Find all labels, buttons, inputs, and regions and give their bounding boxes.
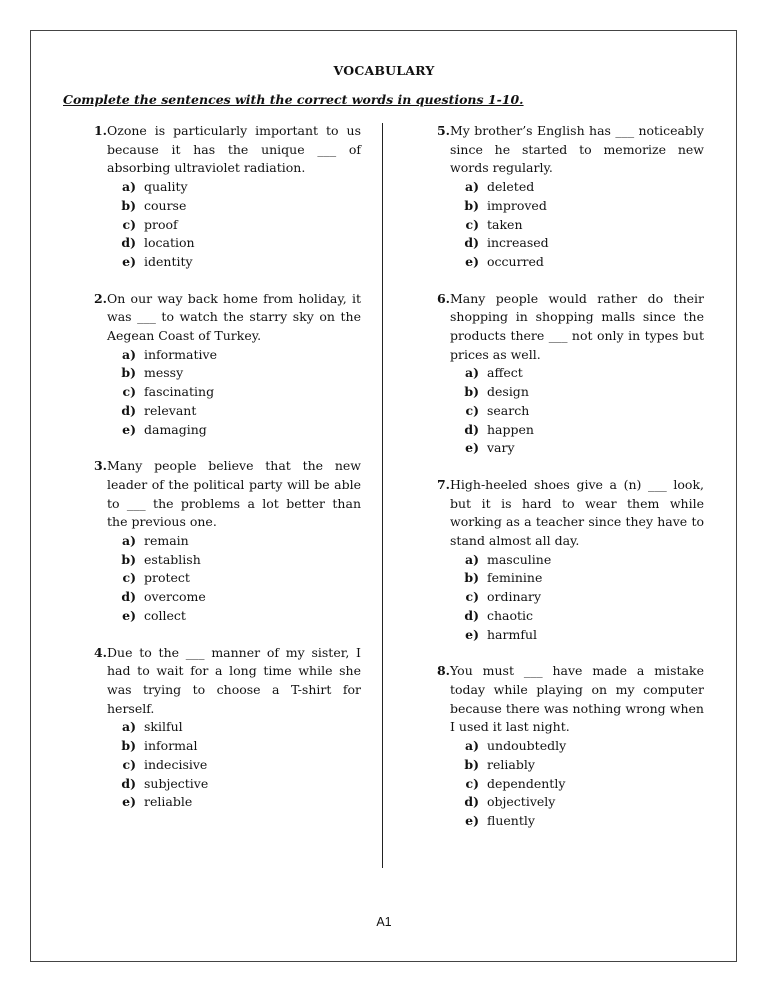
option-text: overcome bbox=[144, 589, 206, 605]
question-number: 2. bbox=[93, 290, 107, 306]
option-text: subjective bbox=[144, 775, 209, 791]
question-text: Due to the ___ manner of my sister, I had to wait for a long time while she was trying to choose a T-shirt for herself. bbox=[107, 644, 361, 716]
option-e[interactable] bbox=[424, 812, 704, 831]
option-letter: b) bbox=[121, 551, 136, 567]
question-3 bbox=[81, 457, 361, 625]
question-number: 7. bbox=[436, 476, 450, 492]
option-a[interactable] bbox=[81, 346, 361, 365]
option-letter: d) bbox=[464, 421, 479, 437]
option-e[interactable] bbox=[81, 253, 361, 272]
options-list bbox=[81, 346, 361, 440]
option-letter: a) bbox=[464, 551, 479, 567]
option-c[interactable] bbox=[81, 756, 361, 775]
options-list bbox=[424, 178, 704, 272]
option-text: vary bbox=[487, 440, 515, 456]
option-letter: d) bbox=[464, 794, 479, 810]
question-text: Many people believe that the new leader of the political party will be able to ___ the problems a lot better than the previous one. bbox=[107, 458, 361, 530]
option-letter: d) bbox=[121, 589, 136, 605]
option-b[interactable] bbox=[424, 569, 704, 588]
option-letter: d) bbox=[464, 607, 479, 623]
option-text: happen bbox=[487, 421, 534, 437]
option-c[interactable] bbox=[81, 216, 361, 235]
option-text: quality bbox=[144, 179, 188, 195]
option-a[interactable] bbox=[424, 551, 704, 570]
option-letter: a) bbox=[121, 179, 136, 195]
option-text: proof bbox=[144, 216, 178, 232]
question-text: Ozone is particularly important to us because it has the unique ___ of absorbing ultraviolet radiation. bbox=[107, 123, 361, 176]
option-d[interactable] bbox=[81, 775, 361, 794]
option-text: feminine bbox=[487, 570, 543, 586]
option-text: search bbox=[487, 402, 530, 418]
question-5 bbox=[424, 122, 704, 272]
option-d[interactable] bbox=[81, 588, 361, 607]
option-text: messy bbox=[144, 365, 184, 381]
option-letter: e) bbox=[122, 607, 136, 623]
option-text: identity bbox=[144, 253, 193, 269]
question-text: My brother’s English has ___ noticeably since he started to memorize new words regularly. bbox=[450, 123, 704, 176]
option-letter: c) bbox=[122, 384, 136, 400]
option-text: ordinary bbox=[487, 589, 542, 605]
option-letter: b) bbox=[121, 738, 136, 754]
option-letter: b) bbox=[464, 756, 479, 772]
column-divider bbox=[382, 123, 383, 868]
option-text: deleted bbox=[487, 179, 535, 195]
question-number: 1. bbox=[93, 123, 107, 138]
option-text: chaotic bbox=[487, 607, 534, 623]
option-letter: a) bbox=[464, 365, 479, 381]
option-text: protect bbox=[144, 570, 190, 586]
option-e[interactable] bbox=[81, 607, 361, 626]
option-text: course bbox=[144, 197, 187, 213]
question-8 bbox=[424, 662, 704, 830]
option-letter: b) bbox=[464, 570, 479, 586]
option-b[interactable] bbox=[81, 737, 361, 756]
option-b[interactable] bbox=[424, 756, 704, 775]
question-7 bbox=[424, 476, 704, 644]
option-letter: a) bbox=[121, 719, 136, 735]
option-e[interactable] bbox=[81, 421, 361, 440]
question-6 bbox=[424, 290, 704, 458]
option-letter: c) bbox=[465, 216, 479, 232]
option-b[interactable] bbox=[424, 197, 704, 216]
options-list bbox=[424, 737, 704, 831]
option-text: affect bbox=[487, 365, 523, 381]
option-text: damaging bbox=[144, 421, 207, 437]
option-text: relevant bbox=[144, 402, 197, 418]
question-number: 3. bbox=[93, 458, 107, 474]
question-number: 6. bbox=[436, 290, 450, 306]
question-text: You must ___ have made a mistake today while playing on my computer because there was nothing wrong when I used it last night. bbox=[450, 663, 704, 735]
option-text: improved bbox=[487, 197, 547, 213]
option-a[interactable] bbox=[424, 178, 704, 197]
question-4 bbox=[81, 644, 361, 812]
question-2 bbox=[81, 290, 361, 440]
option-text: increased bbox=[487, 235, 549, 251]
option-e[interactable] bbox=[81, 793, 361, 812]
option-text: fluently bbox=[487, 812, 535, 828]
option-letter: b) bbox=[464, 197, 479, 213]
option-letter: c) bbox=[465, 775, 479, 791]
option-letter: a) bbox=[121, 533, 136, 549]
left-column bbox=[81, 122, 361, 830]
option-d[interactable] bbox=[81, 402, 361, 421]
question-number: 5. bbox=[436, 123, 450, 138]
option-letter: e) bbox=[465, 440, 479, 456]
options-list bbox=[424, 364, 704, 458]
option-text: indecisive bbox=[144, 756, 208, 772]
option-text: harmful bbox=[487, 626, 538, 642]
option-d[interactable] bbox=[424, 607, 704, 626]
option-d[interactable] bbox=[424, 421, 704, 440]
option-text: reliable bbox=[144, 794, 193, 810]
option-d[interactable] bbox=[424, 793, 704, 812]
option-letter: b) bbox=[464, 384, 479, 400]
option-letter: a) bbox=[464, 738, 479, 754]
option-letter: c) bbox=[122, 756, 136, 772]
option-a[interactable] bbox=[424, 737, 704, 756]
option-letter: d) bbox=[121, 235, 136, 251]
option-letter: e) bbox=[465, 253, 479, 269]
option-c[interactable] bbox=[81, 383, 361, 402]
option-c[interactable] bbox=[424, 216, 704, 235]
options-list bbox=[81, 532, 361, 626]
option-a[interactable] bbox=[81, 718, 361, 737]
question-text: On our way back home from holiday, it was ___ to watch the starry sky on the Aegean Coast of Turkey. bbox=[107, 290, 361, 344]
option-letter: e) bbox=[122, 253, 136, 269]
question-number: 4. bbox=[93, 644, 107, 660]
option-text: collect bbox=[144, 607, 186, 623]
page-title: VOCABULARY bbox=[333, 63, 435, 78]
option-b[interactable] bbox=[81, 364, 361, 383]
option-letter: d) bbox=[121, 775, 136, 791]
option-text: reliably bbox=[487, 756, 535, 772]
option-c[interactable] bbox=[424, 588, 704, 607]
page-number: A1 bbox=[376, 915, 392, 929]
option-b[interactable] bbox=[424, 383, 704, 402]
option-letter: a) bbox=[464, 179, 479, 195]
option-letter: c) bbox=[465, 589, 479, 605]
option-c[interactable] bbox=[81, 569, 361, 588]
option-e[interactable] bbox=[424, 253, 704, 272]
option-text: skilful bbox=[144, 719, 183, 735]
option-letter: b) bbox=[121, 365, 136, 381]
option-letter: b) bbox=[121, 197, 136, 213]
option-letter: e) bbox=[465, 626, 479, 642]
option-text: location bbox=[144, 235, 195, 251]
question-text: Many people would rather do their shopping in shopping malls since the products there ___ not only in types but prices as well. bbox=[450, 290, 704, 362]
instructions: Complete the sentences with the correct words in questions 1-10. bbox=[63, 92, 524, 107]
option-a[interactable] bbox=[424, 364, 704, 383]
option-letter: d) bbox=[121, 402, 136, 418]
option-a[interactable] bbox=[81, 178, 361, 197]
option-text: dependently bbox=[487, 775, 566, 791]
option-letter: e) bbox=[122, 794, 136, 810]
option-text: informative bbox=[144, 346, 217, 362]
right-column bbox=[424, 122, 704, 849]
question-1 bbox=[81, 122, 361, 272]
question-text: High-heeled shoes give a (n) ___ look, but it is hard to wear them while working as a teacher since they have to stand almost all day. bbox=[450, 476, 704, 549]
option-text: occurred bbox=[487, 253, 544, 269]
option-e[interactable] bbox=[424, 626, 704, 645]
option-text: fascinating bbox=[144, 384, 215, 400]
option-a[interactable] bbox=[81, 532, 361, 551]
option-d[interactable] bbox=[424, 234, 704, 253]
option-d[interactable] bbox=[81, 234, 361, 253]
option-letter: c) bbox=[465, 402, 479, 418]
option-text: informal bbox=[144, 738, 198, 754]
option-text: design bbox=[487, 384, 529, 400]
option-b[interactable] bbox=[81, 197, 361, 216]
option-letter: c) bbox=[122, 216, 136, 232]
option-b[interactable] bbox=[81, 551, 361, 570]
options-list bbox=[81, 178, 361, 272]
option-text: objectively bbox=[487, 794, 556, 810]
option-letter: c) bbox=[122, 570, 136, 586]
options-list bbox=[424, 551, 704, 645]
question-number: 8. bbox=[436, 663, 450, 679]
option-text: remain bbox=[144, 533, 189, 549]
option-letter: d) bbox=[464, 235, 479, 251]
option-letter: a) bbox=[121, 346, 136, 362]
option-c[interactable] bbox=[424, 775, 704, 794]
option-c[interactable] bbox=[424, 402, 704, 421]
option-text: masculine bbox=[487, 551, 552, 567]
option-e[interactable] bbox=[424, 439, 704, 458]
option-text: undoubtedly bbox=[487, 738, 567, 754]
option-letter: e) bbox=[122, 421, 136, 437]
option-letter: e) bbox=[465, 812, 479, 828]
option-text: establish bbox=[144, 551, 201, 567]
options-list bbox=[81, 718, 361, 812]
option-text: taken bbox=[487, 216, 523, 232]
